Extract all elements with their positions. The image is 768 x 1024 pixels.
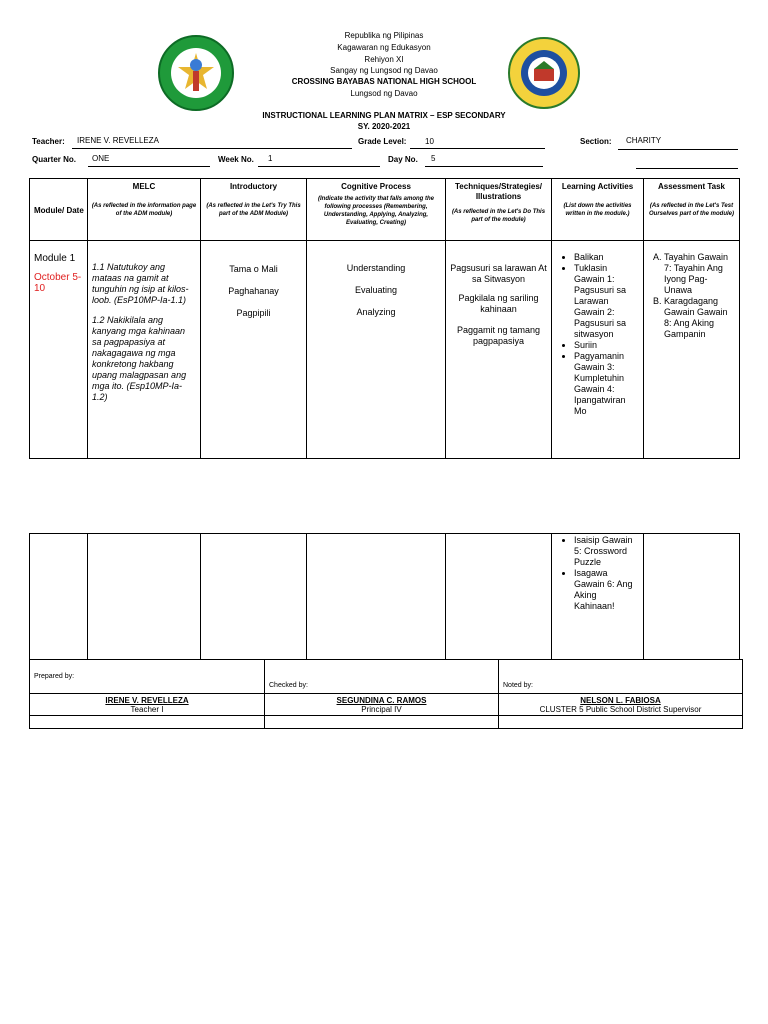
week-label: Week No. [218,155,254,164]
checked-by-label: Checked by: [269,682,308,689]
col-learning-activities [552,179,644,241]
col-cognitive [307,179,446,241]
grade-level-value: 10 [425,137,434,146]
cell-techniques [446,241,552,459]
school-year: SY. 2020-2021 [357,122,411,131]
col-module-date-title: Module/ Date [34,206,84,215]
activities-list [552,252,639,417]
cell-cognitive [307,241,446,459]
prepared-sign-cell [30,694,265,716]
quarter-value: ONE [92,154,110,163]
header-region: Rehiyon XI [364,55,404,64]
header-city: Lungsod ng Davao [350,89,418,98]
checked-by-cell [265,660,499,694]
tech-item-3: Paggamit ng tamang pagpapasiya [456,325,541,346]
col-cognitive-note: (Indicate the activity that falls among the following processes (Remembering, Understanding, Applying, Analyzing, Evaluating, Creating) [317,196,435,226]
cont-cell-melc [88,534,201,660]
header-republic: Republika ng Pilipinas [344,31,424,40]
teacher-label: Teacher: [32,137,65,146]
week-value: 1 [268,154,273,163]
col-assessment-note: (As reflected in the Let's Test Ourselves part of the module) [648,203,735,217]
blank-cell [499,716,743,729]
checked-name: SEGUNDINA C. RAMOS [336,696,427,705]
document-title: INSTRUCTIONAL LEARNING PLAN MATRIX – ESP SECONDARY [262,111,506,120]
cont-cell-module [30,534,88,660]
cog-item-3: Analyzing [356,307,396,317]
signature-label-row [30,660,743,694]
assessment-list [648,252,735,340]
intro-item-3: Pagpipili [236,308,271,318]
cont-cell-assessment [644,534,740,660]
cell-assessment [644,241,740,459]
cont-cell-techniques [446,534,552,660]
signature-table [29,659,743,729]
melc-1: 1.1 Natutukoy ang mataas na gamit at tunguhin ng isip at kilos-loob. (EsP10MP-Ia-1.1) [92,262,189,305]
col-techniques-note: (As reflected in the Let's Do This part of the module) [451,209,546,223]
col-introductory-title: Introductory [229,182,278,191]
header-department: Kagawaran ng Edukasyon [337,43,431,52]
col-introductory-note: (As reflected in the Let's Try This part of the ADM Module) [206,203,301,217]
quarter-underline [88,166,210,167]
intro-item-2: Paghahanay [228,286,279,296]
module-name: Module 1 [34,253,76,264]
cont-cell-intro [201,534,307,660]
activity-item: • Suriin [574,340,639,351]
blank-cell [30,716,265,729]
grade-underline [410,148,545,149]
intro-item-1: Tama o Mali [229,264,278,274]
activity-item: • Pagyamanin Gawain 3: Kumpletuhin Gawain 4: Ipangatwiran Mo [574,351,639,417]
day-underline [425,166,543,167]
col-module-date [30,179,88,241]
cont-cell-cognitive [307,534,446,660]
tech-item-1: Pagsusuri sa larawan At sa Sitwasyon [450,263,547,284]
melc-2: 1.2 Nakikilala ang kanyang mga kahinaan sa pagpapasiya at nakagagawa ng mga konkretong hakbang upang malagpasan ang mga ito. (Esp10MP-Ia-1.2) [92,315,187,402]
col-melc-note: (As reflected in the information page of the ADM module) [91,203,197,217]
cell-introductory [201,241,307,459]
activity-item: • Balikan [574,252,639,263]
module-date: October 5-10 [34,272,82,294]
prepared-name: IRENE V. REVELLEZA [105,696,189,705]
col-assessment [644,179,740,241]
noted-name: NELSON L. FABIOSA [580,696,661,705]
col-learning-note: (List down the activities written in the module.) [563,203,632,217]
cont-cell-learning-activities [552,534,644,660]
cog-item-2: Evaluating [354,285,398,295]
school-name: CROSSING BAYABAS NATIONAL HIGH SCHOOL [291,77,477,86]
col-melc [88,179,201,241]
noted-title: CLUSTER 5 Public School District Supervisor [539,705,702,714]
assessment-item: B. Karagdagang Gawain Gawain 8: Ang Aking Gampanin [664,296,735,340]
prepared-by-label: Prepared by: [34,673,75,680]
header-division: Sangay ng Lungsod ng Davao [330,66,438,75]
signature-name-row [30,694,743,716]
teacher-value: IRENE V. REVELLEZA [77,136,159,145]
matrix-row-module-1 [30,241,740,459]
section-label: Section: [580,137,612,146]
learning-plan-matrix [29,178,740,459]
blank-underline [636,168,738,169]
col-melc-title: MELC [132,182,156,191]
cog-item-1: Understanding [346,263,406,273]
matrix-continuation-row [30,534,740,660]
blank-cell [265,716,499,729]
prepared-title: Teacher I [130,705,164,714]
assessment-item: A. Tayahin Gawain 7: Tayahin Ang Iyong Pag-Unawa [664,252,735,296]
noted-by-cell [499,660,743,694]
checked-sign-cell [265,694,499,716]
section-underline [618,149,738,150]
tech-item-2: Pagkilala ng sariling kahinaan [458,293,539,314]
cell-melc [88,241,201,459]
matrix-header-row [30,179,740,241]
cell-module-date [30,241,88,459]
activity-item: • Tuklasin Gawain 1: Pagsusuri sa Larawan Gawain 2: Pagsusuri sa sitwasyon [574,263,639,340]
checked-title: Principal IV [361,705,402,714]
day-label: Day No. [388,155,418,164]
col-techniques [446,179,552,241]
col-techniques-title: Techniques/Strategies/ Illustrations [455,182,542,201]
activities-list-continued [552,535,639,612]
prepared-by-cell [30,660,265,694]
day-value: 5 [431,154,436,163]
teacher-underline [72,148,352,149]
col-cognitive-title: Cognitive Process [341,182,411,191]
matrix-continuation [29,533,740,660]
noted-by-label: Noted by: [503,682,533,689]
col-introductory [201,179,307,241]
noted-sign-cell [499,694,743,716]
cell-learning-activities [552,241,644,459]
col-assessment-title: Assessment Task [658,182,725,191]
activity-item: • Isagawa Gawain 6: Ang Aking Kahinaan! [574,568,639,612]
section-value: CHARITY [626,136,662,145]
week-underline [258,166,380,167]
col-learning-title: Learning Activities [561,182,634,191]
grade-level-label: Grade Level: [358,137,407,146]
activity-item: • Isaisip Gawain 5: Crossword Puzzle [574,535,639,568]
signature-blank-row [30,716,743,729]
quarter-label: Quarter No. [32,155,77,164]
